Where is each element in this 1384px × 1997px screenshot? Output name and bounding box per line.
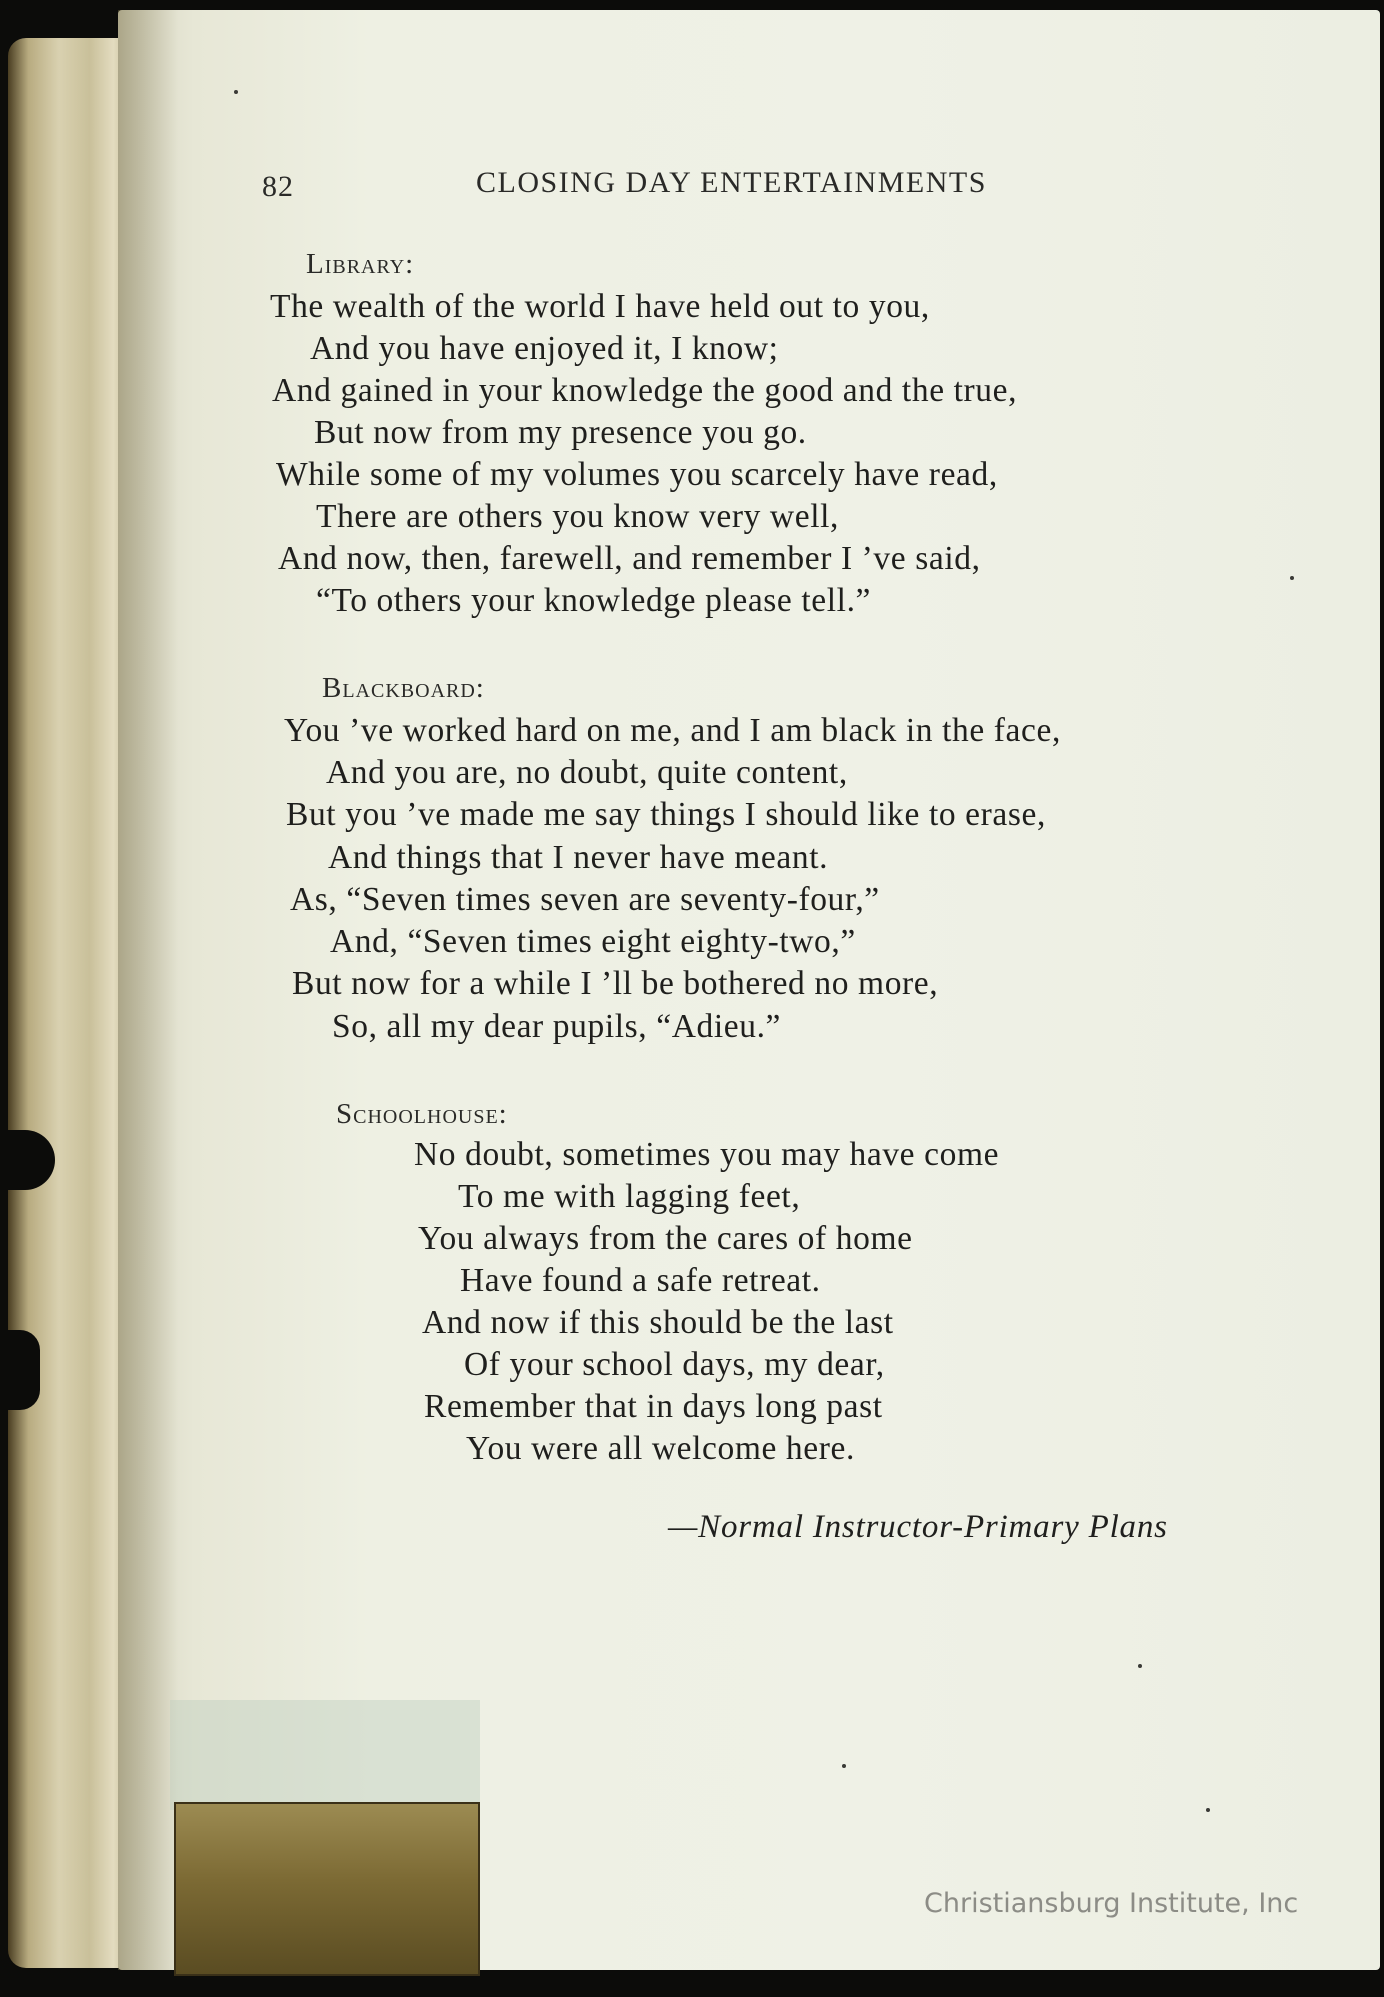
poem-line: And now if this should be the last <box>422 1304 894 1341</box>
poem-line: Have found a safe retreat. <box>460 1262 821 1299</box>
poem-line: But now for a while I ’ll be bothered no more, <box>292 965 939 1002</box>
tab-glow <box>170 1700 480 1810</box>
page-edge-damage <box>0 1100 60 1420</box>
poem-line: Remember that in days long past <box>424 1388 883 1425</box>
paper-speck <box>1206 1808 1210 1812</box>
stanza-label-schoolhouse: Schoolhouse: <box>336 1098 508 1130</box>
poem-line: No doubt, sometimes you may have come <box>414 1136 1000 1173</box>
poem-line: And you are, no doubt, quite content, <box>326 754 848 791</box>
paper-speck <box>1138 1664 1142 1668</box>
poem-line: You always from the cares of home <box>418 1220 913 1257</box>
poem-line: “To others your knowledge please tell.” <box>316 582 872 619</box>
paper-speck <box>842 1764 846 1768</box>
poem-line: Of your school days, my dear, <box>464 1346 885 1383</box>
poem-line: To me with lagging feet, <box>458 1178 801 1215</box>
poem-line: And things that I never have meant. <box>328 839 829 876</box>
page-header <box>262 166 1122 206</box>
paper-speck <box>234 90 238 94</box>
poem-line: So, all my dear pupils, “Adieu.” <box>332 1008 782 1045</box>
poem-line: But now from my presence you go. <box>314 414 807 451</box>
poem-line: There are others you know very well, <box>316 498 839 535</box>
page-gutter-shadow <box>118 10 178 1970</box>
paper-speck <box>1290 576 1294 580</box>
book-index-tab <box>174 1802 480 1976</box>
poem-line: And you have enjoyed it, I know; <box>310 330 779 367</box>
stanza-label-library: Library: <box>306 248 415 280</box>
poem-line: And now, then, farewell, and remember I ’ve said, <box>278 540 981 577</box>
poem-line: But you ’ve made me say things I should like to erase, <box>286 796 1046 833</box>
poem-line: While some of my volumes you scarcely have read, <box>276 456 998 493</box>
poem-line: And, “Seven times eight eighty-two,” <box>330 923 856 960</box>
poem-line: You ’ve worked hard on me, and I am black in the face, <box>284 712 1061 749</box>
poem-line: The wealth of the world I have held out to you, <box>270 288 930 325</box>
attribution: —Normal Instructor-Primary Plans <box>668 1509 1168 1545</box>
poem-line: As, “Seven times seven are seventy-four,” <box>290 881 880 918</box>
stanza-label-blackboard: Blackboard: <box>322 672 485 704</box>
poem-line: You were all welcome here. <box>466 1430 855 1467</box>
running-title: CLOSING DAY ENTERTAINMENTS <box>476 166 987 199</box>
watermark-text: Christiansburg Institute, Inc <box>924 1888 1299 1919</box>
poem-line: And gained in your knowledge the good and the true, <box>272 372 1018 409</box>
page-number: 82 <box>262 170 294 203</box>
